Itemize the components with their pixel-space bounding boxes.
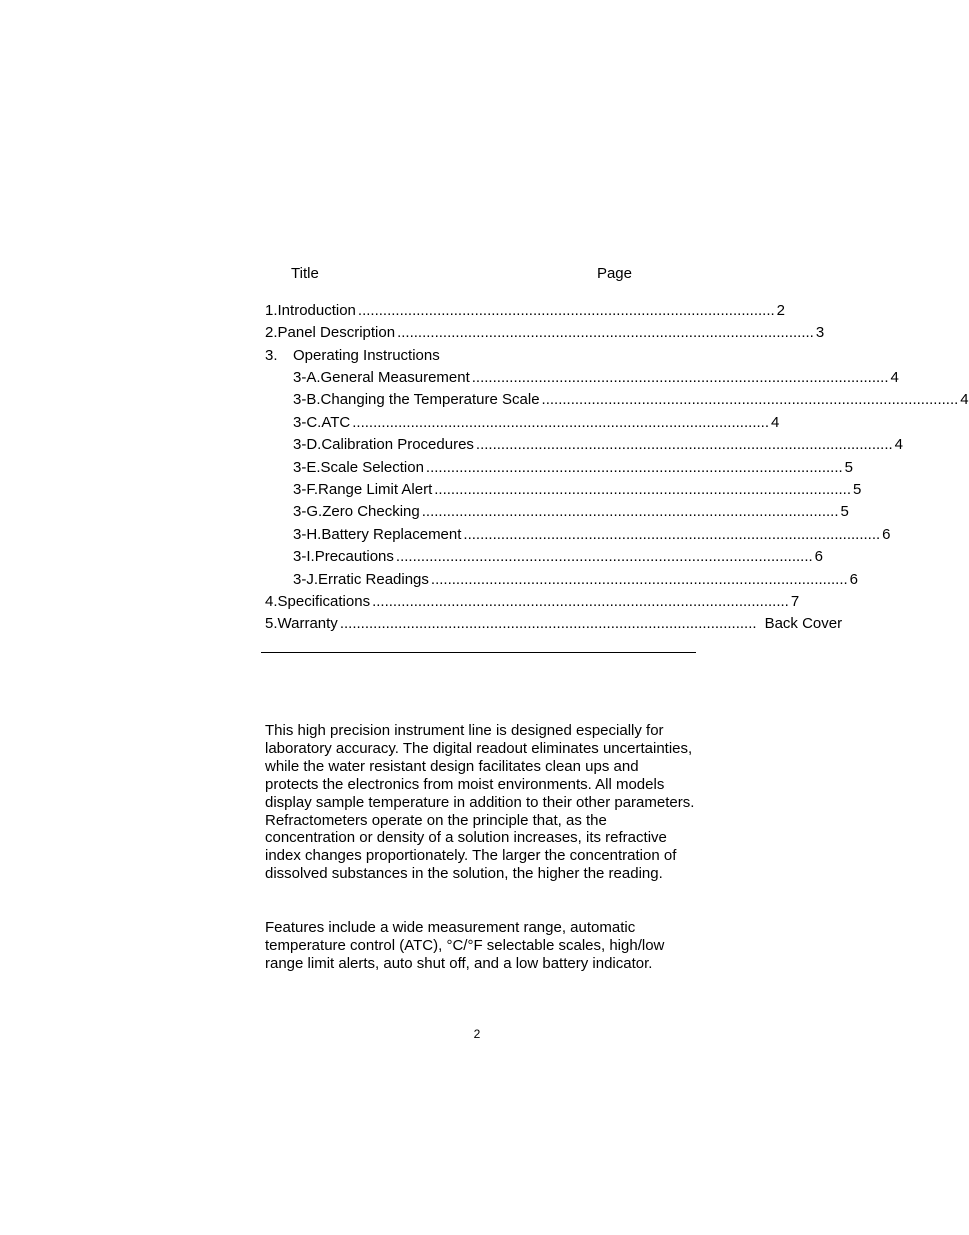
toc-leader-dots: .................................................................................................... — [430, 571, 848, 588]
toc-leader-dots: .................................................................................................... — [425, 459, 843, 476]
toc-subentry — [293, 413, 780, 433]
toc-subentry — [293, 570, 858, 590]
toc-entry-number: 3-B. — [293, 391, 321, 408]
toc-subentry — [293, 390, 969, 410]
toc-entry-label: Zero Checking — [322, 503, 420, 520]
toc-entry-label: Erratic Readings — [318, 571, 429, 588]
toc-entry — [265, 592, 800, 612]
features-paragraph: Features include a wide measurement range, automatic temperature control (ATC), °C/°F selectable scales, high/low range limit alerts, auto shut off, and a low battery indicator. — [265, 919, 665, 972]
toc-entry-page: 2 — [776, 302, 785, 319]
toc-entry-number: 3-H. — [293, 526, 322, 543]
toc-entry-number: 3-I. — [293, 548, 315, 565]
toc-subentry — [293, 502, 849, 522]
toc-entry-label: Precautions — [314, 548, 394, 565]
section-divider — [261, 652, 696, 653]
toc-entry — [265, 614, 843, 634]
toc-leader-dots: .................................................................................................... — [395, 548, 813, 565]
toc-header — [291, 265, 632, 285]
toc-subentry — [293, 547, 823, 567]
toc-entry-page: 4 — [894, 436, 904, 453]
toc-entry-number: 3-E. — [293, 459, 321, 476]
toc-leader-dots: .................................................................................................... — [475, 436, 893, 453]
toc-entry-page: 6 — [849, 571, 858, 588]
page-number: 2 — [473, 1027, 481, 1041]
toc-subentry — [293, 480, 862, 500]
toc-leader-dots: .................................................................................................... — [434, 481, 851, 498]
toc-entry-page: 3 — [815, 324, 825, 341]
toc-leader-dots: .................................................................................................... — [352, 414, 769, 431]
toc-entry-page: 4 — [960, 391, 969, 408]
toc-entry-page: 5 — [840, 503, 849, 520]
toc-entry-page: Back Cover — [764, 615, 843, 632]
toc-leader-dots: .................................................................................................... — [397, 324, 814, 341]
toc-entry-label: Panel Description — [277, 324, 396, 341]
toc-entry-label: Changing the Temperature Scale — [320, 391, 540, 408]
toc-leader-dots: .................................................................................................... — [357, 302, 775, 319]
toc-entry-number: 3-A. — [293, 369, 321, 386]
toc-entry-label: Warranty — [277, 615, 338, 632]
toc-entry-label: Battery Replacement — [321, 526, 462, 543]
toc-leader-dots: .................................................................................................... — [463, 526, 881, 543]
toc-subentry — [293, 525, 891, 545]
toc-entry-number: 3-F. — [293, 481, 319, 498]
intro-paragraph: This high precision instrument line is designed especially for laboratory accuracy. The digital readout eliminates uncertainties, while the water resistant design facilitates clean ups and protects the electronics from moist environments. All models display sample temperature in addition to their other parameters. Refractometers operate on the principle that, as the concentration or density of a solution increases, its refractive index changes proportionately. The larger the concentration of dissolved substances in the solution, the higher the reading. — [265, 722, 695, 883]
toc-entry-label: Range Limit Alert — [318, 481, 433, 498]
toc-entry-label: General Measurement — [320, 369, 470, 386]
toc-entry-page: 6 — [814, 548, 823, 565]
toc-entry-number: 3-J. — [293, 571, 319, 588]
toc-entry-number: 5. — [265, 615, 278, 632]
toc-leader-dots: .................................................................................................... — [421, 503, 839, 520]
toc-subentry — [293, 368, 899, 388]
toc-entry-page: 5 — [853, 481, 862, 498]
toc-entry-page: 7 — [790, 593, 800, 610]
toc-entry-page: 6 — [882, 526, 891, 543]
toc-entry-label: Specifications — [277, 593, 371, 610]
toc-entry-page: 4 — [890, 369, 899, 386]
toc-leader-dots: .................................................................................................... — [541, 391, 959, 408]
toc-leader-dots: .................................................................................................... — [372, 593, 789, 610]
toc-header-title: Title — [291, 265, 319, 282]
toc-entry — [265, 346, 620, 366]
toc-entry-number: 3-D. — [293, 436, 322, 453]
toc-header-page: Page — [596, 265, 632, 282]
toc-subentry — [293, 458, 854, 478]
toc-entry-label: Scale Selection — [320, 459, 424, 476]
toc-entry-label: Calibration Procedures — [321, 436, 474, 453]
toc-entry — [265, 323, 825, 343]
toc-entry-number: 2. — [265, 324, 278, 341]
toc-entry-number: 3-G. — [293, 503, 323, 520]
toc-entry-page: 5 — [844, 459, 854, 476]
toc-entry-number: 3-C. — [293, 414, 322, 431]
toc-entry-label: Introduction — [277, 302, 356, 319]
toc-leader-dots: .................................................................................................... — [339, 615, 757, 632]
toc-entry-page: 4 — [770, 414, 780, 431]
toc-entry-number: 1. — [265, 302, 278, 319]
toc-leader-dots: .................................................................................................... — [471, 369, 889, 386]
toc-entry-label: Operating Instructions — [293, 347, 440, 364]
toc-entry-label: ATC — [321, 414, 351, 431]
toc-entry-number: 3. — [265, 347, 278, 364]
toc-entry-number: 4. — [265, 593, 278, 610]
toc-subentry — [293, 435, 904, 455]
toc-entry — [265, 301, 785, 321]
